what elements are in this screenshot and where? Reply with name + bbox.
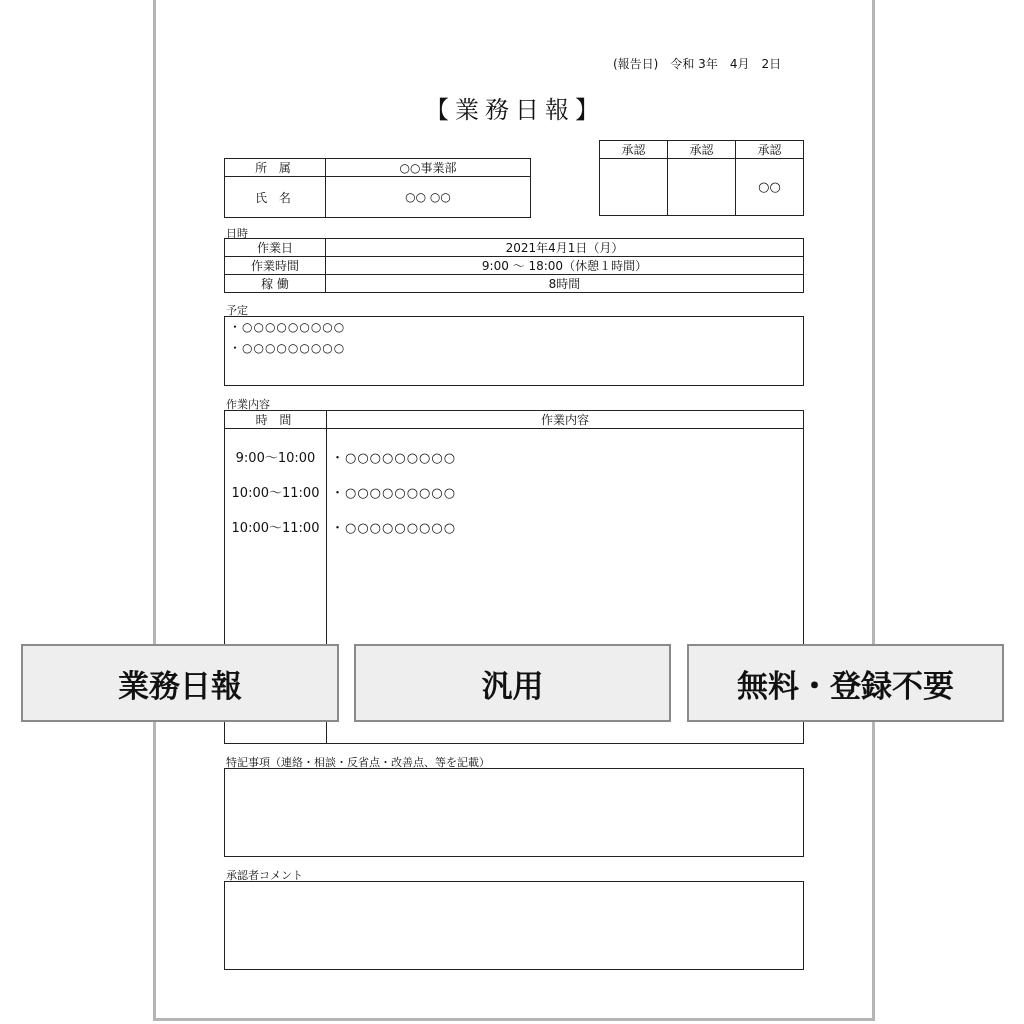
work-content: ・○○○○○○○○○: [331, 521, 457, 536]
tag-free-no-registration: 無料・登録不要: [687, 644, 1004, 722]
approval-header: 承認: [600, 141, 668, 159]
comment-section-label: 承認者コメント: [226, 869, 303, 882]
notes-section-label: 特記事項（連絡・相談・反省点・改善点、等を記載）: [226, 756, 490, 769]
approval-header: 承認: [668, 141, 736, 159]
datetime-section-label: 日時: [226, 227, 248, 240]
work-time: 9:00～10:00: [235, 451, 316, 466]
notes-box: [224, 768, 804, 857]
approval-header: 承認: [736, 141, 804, 159]
work-section-label: 作業内容: [226, 398, 270, 411]
work-row: [225, 482, 803, 502]
affiliation-value: ○○事業部: [326, 159, 531, 177]
comment-box: [224, 881, 804, 970]
work-row: [225, 517, 803, 537]
plan-box: [224, 316, 804, 386]
work-row: [225, 447, 803, 467]
work-table-header: [224, 410, 804, 429]
operation-label: 稼 働: [225, 275, 326, 293]
work-hours-value: 9:00 ～ 18:00（休憩１時間）: [326, 257, 804, 275]
work-hours-label: 作業時間: [225, 257, 326, 275]
report-date: (報告日) 令和 3年 4月 2日: [613, 57, 782, 71]
name-value: ○○ ○○: [326, 177, 531, 218]
work-content: ・○○○○○○○○○: [331, 486, 457, 501]
tag-general-purpose: 汎用: [354, 644, 671, 722]
plan-section-label: 予定: [226, 304, 248, 317]
approval-table: [599, 140, 804, 216]
approval-stamp: ○○: [736, 159, 804, 216]
content-column-header: 作業内容: [327, 411, 804, 429]
info-table: [224, 158, 531, 218]
tag-daily-report: 業務日報: [21, 644, 339, 722]
plan-item: ・○○○○○○○○○: [229, 341, 346, 355]
work-time: 10:00～11:00: [231, 521, 320, 536]
document-title: 【業務日報】: [425, 96, 605, 124]
plan-item: ・○○○○○○○○○: [229, 320, 346, 334]
work-time: 10:00～11:00: [231, 486, 320, 501]
work-date-value: 2021年4月1日（月）: [326, 239, 804, 257]
operation-value: 8時間: [326, 275, 804, 293]
time-column-header: 時 間: [225, 411, 327, 429]
approval-stamp: [668, 159, 736, 216]
work-content: ・○○○○○○○○○: [331, 451, 457, 466]
name-label: 氏 名: [225, 177, 326, 218]
work-date-label: 作業日: [225, 239, 326, 257]
datetime-table: [224, 238, 804, 293]
affiliation-label: 所 属: [225, 159, 326, 177]
approval-stamp: [600, 159, 668, 216]
